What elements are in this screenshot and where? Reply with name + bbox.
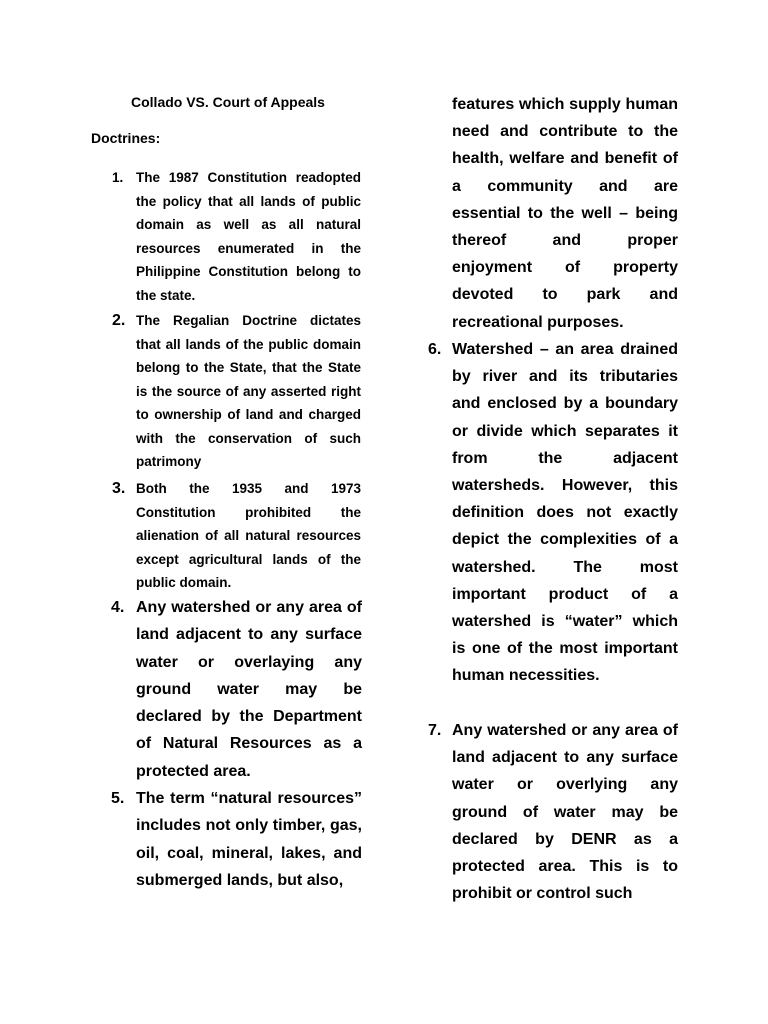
item-text: Any watershed or any area of land adjacent to any surface water or overlaying any ground water may be declared by the Department of Natural Resources as a protected area. <box>136 599 362 780</box>
item-text: The Regalian Doctrine dictates that all lands of the public domain belong to the State, that the State is the source of any asserted right to ownership of land and charged with the conservation of such patrimony <box>136 313 361 469</box>
item-text: Any watershed or any area of land adjacent to any surface water or overlying any ground of water may be declared by DENR as a protected area. This is to prohibit or control such <box>452 722 678 903</box>
item-number: 7. <box>428 722 442 739</box>
item-number: 2. <box>112 312 126 329</box>
item-number: 4. <box>111 599 125 616</box>
document-title: Collado VS. Court of Appeals <box>131 94 325 110</box>
item-number: 5. <box>111 790 125 807</box>
item-number: 3. <box>112 480 126 497</box>
item-text: The 1987 Constitution readopted the policy that all lands of public domain as well as all natural resources enumerated in the Philippine Constitution belong to the state. <box>136 170 361 303</box>
item-text: The term “natural resources” includes not only timber, gas, oil, coal, mineral, lakes, and submerged lands, but also, <box>136 790 362 889</box>
item-text: Both the 1935 and 1973 Constitution prohibited the alienation of all natural resources except agricultural lands of the public domain. <box>136 481 361 590</box>
item-number: 1. <box>112 170 124 185</box>
item-text: Watershed – an area drained by river and its tributaries and enclosed by a boundary or divide which separates it from the adjacent watersheds. However, this definition does not exactly depict the complexities of a watershed. The most important product of a watershed is “water” which is one of the most important human necessities. <box>452 341 678 685</box>
doctrines-heading: Doctrines: <box>91 130 161 146</box>
item-number: 6. <box>428 341 442 358</box>
item-text: features which supply human need and contribute to the health, welfare and benefit of a community and are essential to the well – being thereof and proper enjoyment of property devoted to park and recreational purposes. <box>452 96 678 331</box>
